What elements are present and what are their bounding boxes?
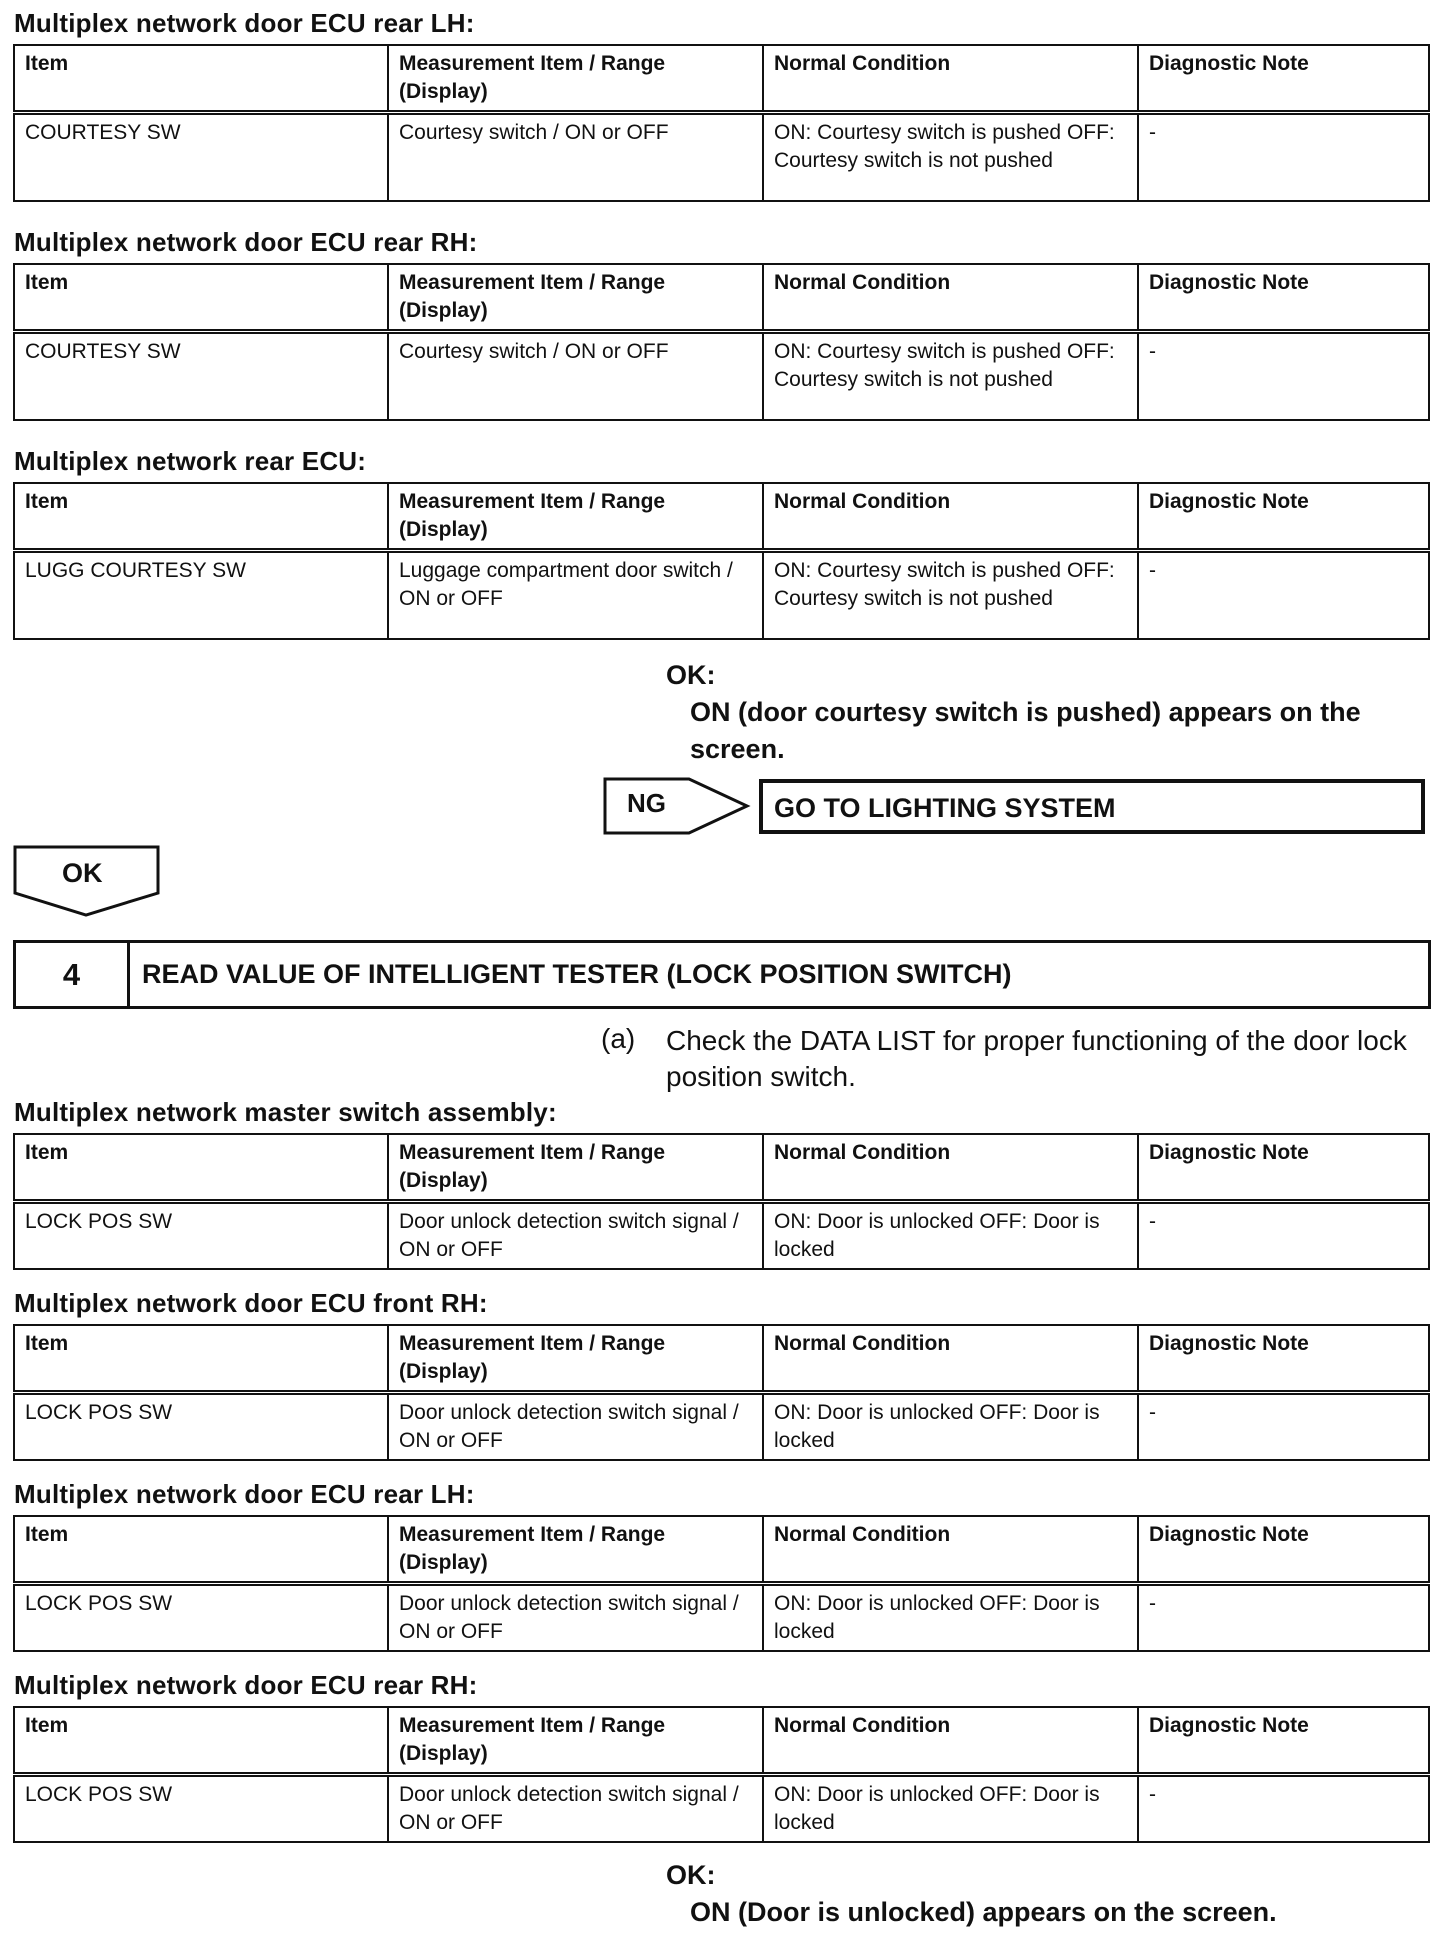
cell-item: LUGG COURTESY SW	[14, 551, 388, 639]
cell-measurement: Door unlock detection switch signal / ON or OFF	[388, 1202, 763, 1270]
table-row	[14, 551, 1429, 639]
header-measurement: Measurement Item / Range (Display)	[388, 264, 763, 332]
cell-normal-condition: ON: Door is unlocked OFF: Door is locked	[763, 1584, 1138, 1652]
cell-item: COURTESY SW	[14, 113, 388, 201]
cell-measurement: Door unlock detection switch signal / ON or OFF	[388, 1584, 763, 1652]
header-diagnostic-note: Diagnostic Note	[1138, 483, 1429, 551]
ok-arrow-label: OK	[62, 858, 103, 888]
section-title: Multiplex network door ECU rear RH:	[14, 1670, 478, 1700]
header-normal-condition: Normal Condition	[763, 1516, 1138, 1584]
header-normal-condition: Normal Condition	[763, 1707, 1138, 1775]
data-list-table	[13, 1706, 1430, 1843]
header-item: Item	[14, 45, 388, 113]
cell-diagnostic-note: -	[1138, 1202, 1429, 1270]
cell-item: LOCK POS SW	[14, 1202, 388, 1270]
cell-normal-condition: ON: Courtesy switch is pushed OFF: Courtesy switch is not pushed	[763, 332, 1138, 420]
cell-diagnostic-note: -	[1138, 1584, 1429, 1652]
cell-measurement: Courtesy switch / ON or OFF	[388, 332, 763, 420]
instruction-letter: (a)	[601, 1023, 636, 1054]
section-title: Multiplex network door ECU rear RH:	[14, 227, 478, 257]
cell-normal-condition: ON: Courtesy switch is pushed OFF: Courtesy switch is not pushed	[763, 113, 1138, 201]
header-normal-condition: Normal Condition	[763, 45, 1138, 113]
cell-measurement: Door unlock detection switch signal / ON or OFF	[388, 1775, 763, 1843]
cell-measurement: Luggage compartment door switch / ON or OFF	[388, 551, 763, 639]
step-number: 4	[16, 943, 130, 1006]
section-title: Multiplex network door ECU rear LH:	[14, 8, 475, 38]
header-item: Item	[14, 1707, 388, 1775]
table-row	[14, 1775, 1429, 1843]
header-diagnostic-note: Diagnostic Note	[1138, 264, 1429, 332]
data-list-table	[13, 1133, 1430, 1270]
header-normal-condition: Normal Condition	[763, 1134, 1138, 1202]
cell-item: LOCK POS SW	[14, 1775, 388, 1843]
data-list-table	[13, 263, 1430, 421]
data-list-table	[13, 1324, 1430, 1461]
header-diagnostic-note: Diagnostic Note	[1138, 1325, 1429, 1393]
ok-condition-label: OK:	[666, 660, 716, 690]
cell-diagnostic-note: -	[1138, 113, 1429, 201]
cell-item: LOCK POS SW	[14, 1393, 388, 1461]
ok-condition-text: ON (door courtesy switch is pushed) appears on the screen.	[690, 697, 1361, 764]
header-item: Item	[14, 483, 388, 551]
header-normal-condition: Normal Condition	[763, 483, 1138, 551]
section-title: Multiplex network door ECU front RH:	[14, 1288, 488, 1318]
cell-normal-condition: ON: Door is unlocked OFF: Door is locked	[763, 1775, 1138, 1843]
data-list-table	[13, 482, 1430, 640]
cell-measurement: Courtesy switch / ON or OFF	[388, 113, 763, 201]
table-row	[14, 1393, 1429, 1461]
header-item: Item	[14, 1325, 388, 1393]
step-header	[13, 940, 1431, 1009]
step-title: READ VALUE OF INTELLIGENT TESTER (LOCK POSITION SWITCH)	[142, 959, 1012, 989]
header-normal-condition: Normal Condition	[763, 1325, 1138, 1393]
table-row	[14, 332, 1429, 420]
table-row	[14, 113, 1429, 201]
data-list-table	[13, 1515, 1430, 1652]
cell-measurement: Door unlock detection switch signal / ON or OFF	[388, 1393, 763, 1461]
header-measurement: Measurement Item / Range (Display)	[388, 1325, 763, 1393]
header-measurement: Measurement Item / Range (Display)	[388, 1516, 763, 1584]
cell-diagnostic-note: -	[1138, 1393, 1429, 1461]
header-measurement: Measurement Item / Range (Display)	[388, 483, 763, 551]
data-list-table	[13, 44, 1430, 202]
cell-item: COURTESY SW	[14, 332, 388, 420]
cell-normal-condition: ON: Door is unlocked OFF: Door is locked	[763, 1393, 1138, 1461]
header-item: Item	[14, 1134, 388, 1202]
cell-normal-condition: ON: Door is unlocked OFF: Door is locked	[763, 1202, 1138, 1270]
ok-condition-label: OK:	[666, 1860, 716, 1890]
header-item: Item	[14, 1516, 388, 1584]
cell-item: LOCK POS SW	[14, 1584, 388, 1652]
cell-diagnostic-note: -	[1138, 551, 1429, 639]
section-title: Multiplex network door ECU rear LH:	[14, 1479, 475, 1509]
table-row	[14, 1202, 1429, 1270]
instruction-text: Check the DATA LIST for proper functioning of the door lock position switch.	[666, 1025, 1407, 1092]
cell-normal-condition: ON: Courtesy switch is pushed OFF: Courtesy switch is not pushed	[763, 551, 1138, 639]
header-normal-condition: Normal Condition	[763, 264, 1138, 332]
header-measurement: Measurement Item / Range (Display)	[388, 1134, 763, 1202]
header-measurement: Measurement Item / Range (Display)	[388, 1707, 763, 1775]
section-title: Multiplex network master switch assembly:	[14, 1097, 557, 1127]
ng-label: NG	[627, 788, 666, 818]
header-item: Item	[14, 264, 388, 332]
section-title: Multiplex network rear ECU:	[14, 446, 367, 476]
cell-diagnostic-note: -	[1138, 1775, 1429, 1843]
ng-arrow-icon	[603, 777, 751, 835]
table-row	[14, 1584, 1429, 1652]
header-diagnostic-note: Diagnostic Note	[1138, 1134, 1429, 1202]
header-diagnostic-note: Diagnostic Note	[1138, 1707, 1429, 1775]
ng-goto-box[interactable]: GO TO LIGHTING SYSTEM	[759, 779, 1425, 834]
header-diagnostic-note: Diagnostic Note	[1138, 45, 1429, 113]
cell-diagnostic-note: -	[1138, 332, 1429, 420]
header-measurement: Measurement Item / Range (Display)	[388, 45, 763, 113]
ok-condition-text: ON (Door is unlocked) appears on the screen.	[690, 1897, 1277, 1927]
header-diagnostic-note: Diagnostic Note	[1138, 1516, 1429, 1584]
